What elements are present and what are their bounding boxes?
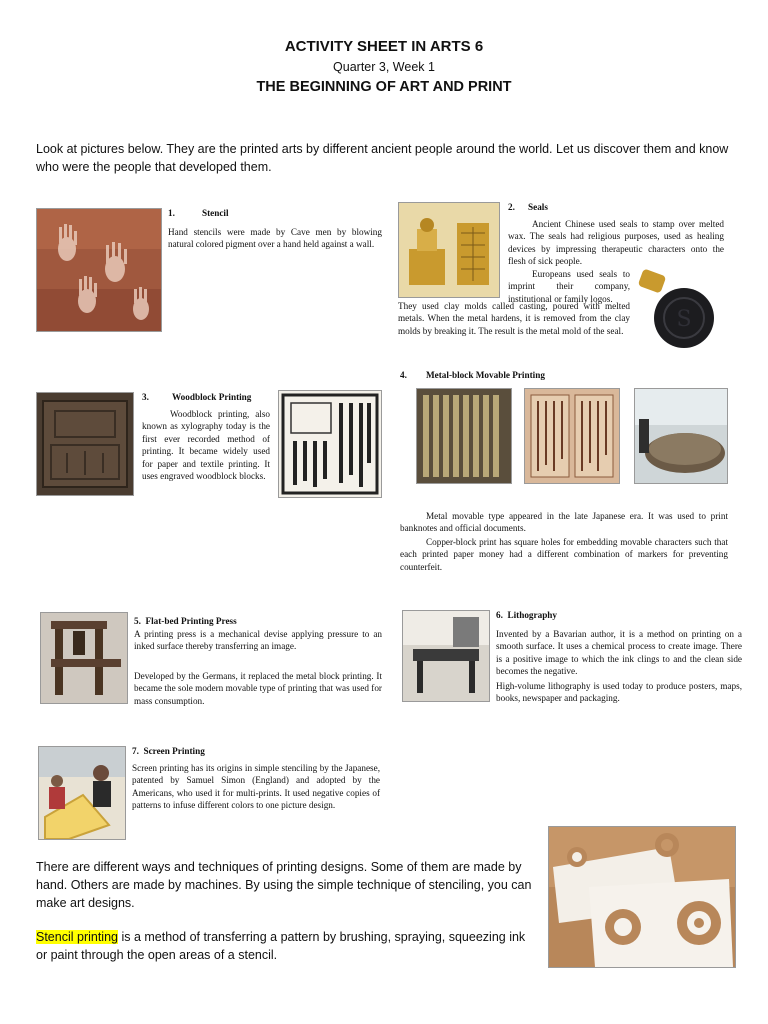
- metal-text-2: Copper-block print has square holes for embedding movable characters such that each printed paper money had a different combination of markers for preventing counterfeit.: [400, 537, 728, 572]
- svg-text:S: S: [676, 307, 692, 332]
- flatbed-text-2: Developed by the Germans, it replaced the metal block printing. It became the sole modern movable type of printing that was used for mass consumption.: [134, 671, 382, 706]
- metal-number: 4.: [400, 370, 407, 380]
- lithography-text-2: High-volume lithography is used today to produce posters, maps, books, newspaper and packaging.: [496, 681, 742, 704]
- woodblock-print-image: [278, 390, 382, 498]
- woodblock-number: 3.: [142, 392, 149, 402]
- seals-text-3: They used clay molds called casting, poured with melted metals. When the metal hardens, it is removed from the clay molds by breaking it. The result is the metal mold of the seal.: [398, 301, 630, 336]
- flatbed-text-1: A printing press is a mechanical devise applying pressure to an inked surface thereby transferring an image.: [134, 629, 382, 652]
- woodblock-text: Woodblock printing, also known as xylography today is the first ever recorded method of printing. It became widely used for paper and textile printing. It uses engraved woodblock blocks.: [142, 409, 270, 482]
- metal-type-tray-image: [416, 388, 512, 484]
- intro-paragraph: Look at pictures below. They are the printed arts by different ancient people around the world. Let us discover them and know who were the people that developed them.: [36, 142, 729, 174]
- woodblock-title: Woodblock Printing: [172, 392, 252, 402]
- stencil-printing-highlight: Stencil printing: [36, 930, 118, 944]
- seals-number: 2.: [508, 202, 515, 212]
- seals-text-1: Ancient Chinese used seals to stamp over melted wax. The seals had religious purposes, used as healing devices by impressing therapeutic characters onto the flesh of sick people.: [508, 219, 724, 267]
- stencil-text: Hand stencils were made by Cave men by blowing natural colored pigment over a hand held against a wall.: [168, 227, 382, 250]
- screen-title: 7. Screen Printing: [132, 746, 205, 756]
- wax-seal-image: [636, 266, 724, 352]
- flatbed-title: 5. Flat-bed Printing Press: [134, 616, 237, 626]
- sheet-subtitle: Quarter 3, Week 1: [333, 60, 435, 74]
- metal-print-page-image: [524, 388, 620, 484]
- sheet-heading: THE BEGINNING OF ART AND PRINT: [256, 79, 512, 95]
- stencil-title: Stencil: [202, 208, 229, 218]
- screen-printing-image: [38, 746, 126, 840]
- cave-hand-stencil-image: [36, 208, 162, 332]
- stencil-definition: [36, 928, 536, 964]
- closing-paragraph: There are different ways and techniques of printing designs. Some of them are made by hand. Others are made by machines. By using the simple technique of stenciling, you can make art designs.: [36, 860, 532, 910]
- metal-title: Metal-block Movable Printing: [426, 370, 545, 380]
- sheet-title: ACTIVITY SHEET IN ARTS 6: [284, 38, 484, 55]
- lithography-image: [402, 610, 490, 702]
- metal-text-1: Metal movable type appeared in the late Japanese era. It was used to print banknotes and official documents.: [400, 511, 728, 534]
- flatbed-press-image: [40, 612, 128, 704]
- lithography-text-1: Invented by a Bavarian author, it is a method on printing on a smooth surface. It uses a chemical process to create image. There is a positive image to which the ink clings to and the clean side becomes the negative.: [496, 629, 742, 677]
- stencil-definition-text: is a method of transferring a pattern by brushing, spraying, squeezing ink or paint through the open areas of a stencil.: [36, 930, 526, 962]
- lithography-title: 6. Lithography: [496, 610, 558, 620]
- chinese-seals-image: [398, 202, 500, 298]
- woodblock-image: [36, 392, 134, 496]
- seals-title: Seals: [528, 202, 548, 212]
- screen-text: Screen printing has its origins in simple stenciling by the Japanese, patented by Samuel Simon (England) and adopted by the Americans, who used it for multi-prints. It used negative copies of patterns to infuse different colors to one picture design.: [132, 763, 380, 811]
- stencil-number: 1.: [168, 208, 175, 218]
- seals-text-2: Europeans used seals to imprint their company, institutional or family logos.: [508, 269, 630, 304]
- stencil-designs-image: [548, 826, 736, 968]
- metal-type-room-image: [634, 388, 728, 484]
